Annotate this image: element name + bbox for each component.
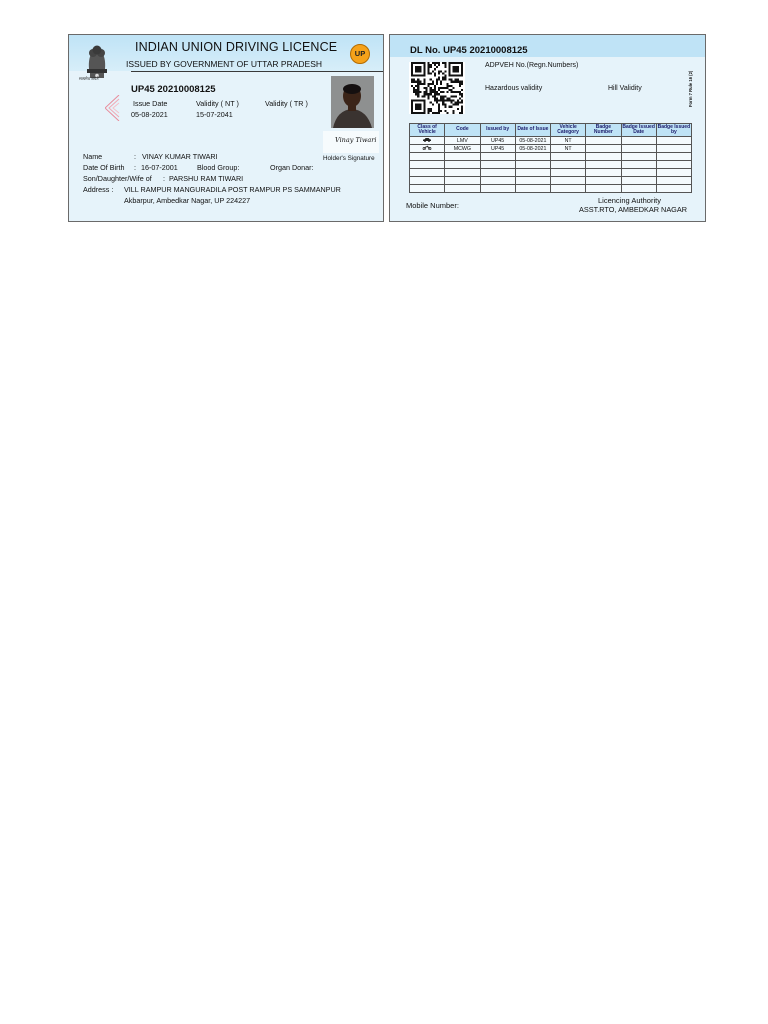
relation-separator: : — [163, 174, 165, 183]
col-badge-issued-by: Badge Issued by — [657, 123, 691, 135]
state-badge: UP — [350, 44, 370, 64]
mobile-number-label: Mobile Number: — [406, 201, 459, 210]
hazardous-validity-label: Hazardous validity — [485, 85, 543, 92]
address-label: Address : — [83, 185, 114, 194]
table-cell-badge-by — [656, 137, 691, 145]
table-row-empty — [410, 153, 692, 161]
table-row — [410, 145, 692, 153]
table-row-empty — [410, 185, 692, 193]
licensing-authority-label: Licencing Authority — [598, 196, 661, 205]
table-cell-badge-number — [586, 145, 621, 153]
validity-nt-value: 15-07-2041 — [196, 110, 233, 119]
validity-tr-label: Validity ( TR ) — [265, 99, 308, 108]
table-cell-badge-date — [621, 145, 656, 153]
back-dl-number: DL No. UP45 20210008125 — [410, 45, 528, 56]
dl-number: UP45 20210008125 — [131, 84, 216, 95]
organ-donor-label: Organ Donar: — [270, 163, 314, 172]
table-cell-code: LMV — [445, 137, 480, 145]
licence-front-card — [68, 34, 384, 222]
hologram-icon — [105, 95, 121, 121]
table-cell-issued-by: UP45 — [480, 137, 515, 145]
table-row-empty — [410, 177, 692, 185]
col-badge-issued-date: Badge Issued Date — [622, 123, 655, 135]
vehicle-class-table — [409, 123, 692, 193]
col-date-of-issue: Date of Issue — [515, 124, 550, 137]
name-separator: : — [134, 152, 136, 161]
dob-separator: : — [134, 163, 136, 172]
table-header-row — [410, 124, 692, 137]
table-cell-code: MCWG — [445, 145, 480, 153]
col-issued-by: Issued by — [480, 124, 515, 137]
dob-value: 16-07-2001 — [141, 163, 178, 172]
table-row — [410, 137, 692, 145]
header-divider — [131, 71, 383, 72]
col-class-of-vehicle: Class of Vehicle — [410, 124, 445, 137]
car-icon — [410, 137, 445, 145]
col-code: Code — [445, 124, 480, 137]
hill-validity-label: Hill Validity — [608, 85, 642, 92]
issue-date-value: 05-08-2021 — [131, 110, 168, 119]
licence-back-card — [389, 34, 706, 222]
signature-caption: Holder's Signature — [323, 155, 375, 162]
relation-name: PARSHU RAM TIWARI — [169, 174, 244, 183]
form-rule-text: Form 7 Rule 16 (2) — [688, 70, 693, 107]
dob-label: Date Of Birth — [83, 163, 125, 172]
qr-code — [409, 62, 465, 114]
table-row-empty — [410, 169, 692, 177]
table-cell-category: NT — [551, 145, 586, 153]
relation-label: Son/Daughter/Wife of — [83, 174, 152, 183]
col-badge-number: Badge Number — [586, 124, 621, 137]
blood-group-label: Blood Group: — [197, 163, 240, 172]
table-cell-date: 05-08-2021 — [515, 145, 550, 153]
table-cell-badge-date — [621, 137, 656, 145]
table-cell-badge-by — [656, 145, 691, 153]
holder-photo — [331, 76, 374, 128]
address-line-1: VILL RAMPUR MANGURADILA POST RAMPUR PS SAMMANPUR — [124, 185, 341, 194]
table-cell-issued-by: UP45 — [480, 145, 515, 153]
card-title: INDIAN UNION DRIVING LICENCE — [135, 40, 338, 54]
signature-box — [323, 131, 379, 153]
validity-nt-label: Validity ( NT ) — [196, 99, 239, 108]
adpveh-label: ADPVEH No.(Regn.Numbers) — [485, 62, 579, 69]
licensing-authority-name: ASST.RTO, AMBEDKAR NAGAR — [579, 205, 687, 214]
col-vehicle-category: Vehicle Category — [551, 124, 586, 137]
table-cell-badge-number — [586, 137, 621, 145]
emblem-motto: सत्यमेव जयते — [79, 76, 99, 81]
issue-date-label: Issue Date — [133, 99, 168, 108]
address-line-2: Akbarpur, Ambedkar Nagar, UP 224227 — [124, 196, 251, 205]
holder-name: VINAY KUMAR TIWARI — [142, 152, 218, 161]
holder-signature: Vinay Tiwari — [335, 136, 377, 144]
table-row-empty — [410, 161, 692, 169]
name-label: Name — [83, 152, 103, 161]
table-cell-category: NT — [551, 137, 586, 145]
card-subtitle: ISSUED BY GOVERNMENT OF UTTAR PRADESH — [126, 59, 323, 69]
table-cell-date: 05-08-2021 — [515, 137, 550, 145]
motorcycle-icon — [410, 145, 445, 153]
